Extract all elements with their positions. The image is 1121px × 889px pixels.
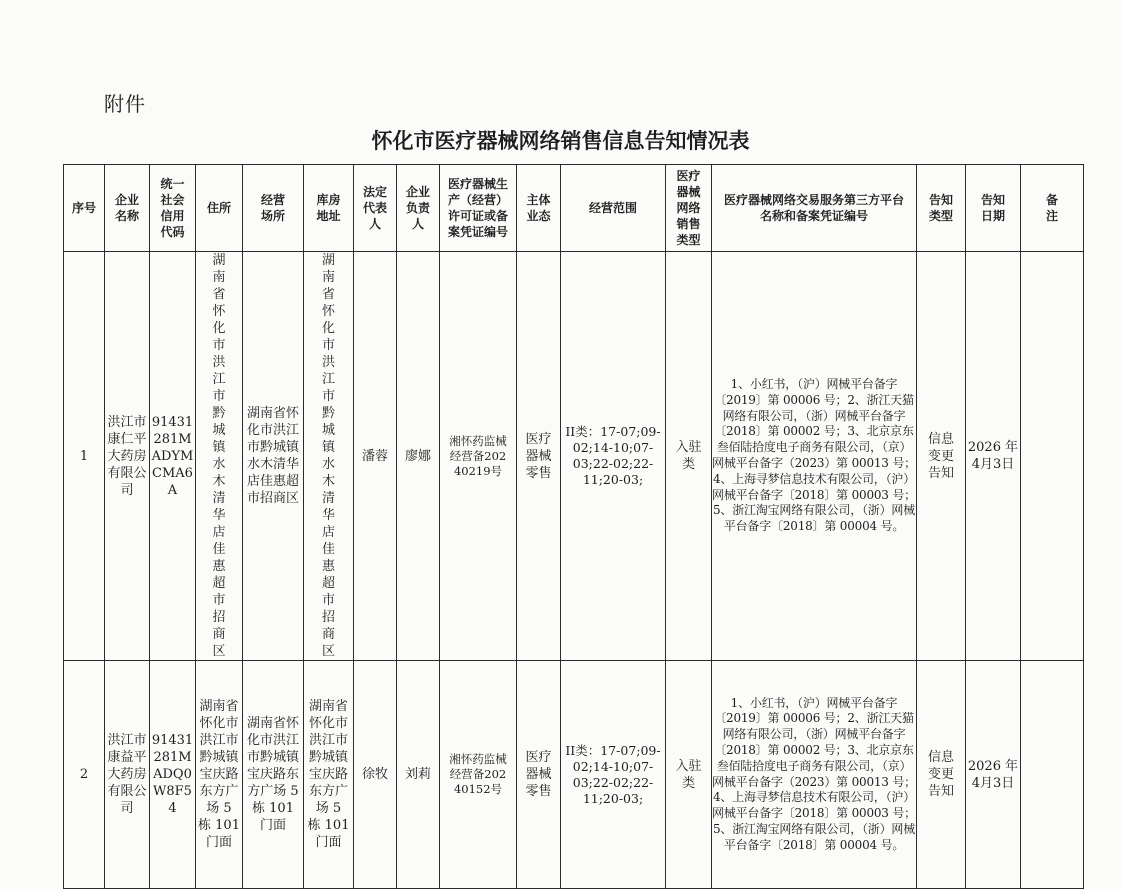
cell-notice-date: 2026 年4月3日 xyxy=(966,661,1021,889)
header-warehouse: 库房地址 xyxy=(304,165,354,252)
cell-credit-code: 91431281MADQ0W8F54 xyxy=(150,661,196,889)
cell-business-form: 医疗器械零售 xyxy=(517,661,561,889)
header-residence: 住所 xyxy=(196,165,243,252)
cell-principal: 廖娜 xyxy=(397,252,440,661)
header-license-no: 医疗器械生产（经营）许可证或备案凭证编号 xyxy=(440,165,517,252)
cell-license-no: 湘怀药监械经营备20240219号 xyxy=(440,252,517,661)
cell-company-name: 洪江市康仁平大药房有限公司 xyxy=(105,252,150,661)
cell-principal: 刘莉 xyxy=(397,661,440,889)
cell-business-premises: 湖南省怀化市洪江市黔城镇水木清华店佳惠超市招商区 xyxy=(243,252,304,661)
header-credit-code: 统一社会信用代码 xyxy=(150,165,196,252)
page-title: 怀化市医疗器械网络销售信息告知情况表 xyxy=(371,129,750,153)
header-notice-type: 告知类型 xyxy=(917,165,966,252)
header-legal-rep: 法定代表人 xyxy=(354,165,397,252)
cell-notice-type: 信息变更告知 xyxy=(917,661,966,889)
header-notice-date: 告知日期 xyxy=(966,165,1021,252)
header-company-name: 企业名称 xyxy=(105,165,150,252)
header-business-form: 主体业态 xyxy=(517,165,561,252)
cell-credit-code: 91431281MADYMCMA6A xyxy=(150,252,196,661)
cell-remarks xyxy=(1021,252,1084,661)
cell-license-no: 湘怀药监械经营备20240152号 xyxy=(440,661,517,889)
cell-warehouse: 湖南省怀化市洪江市黔城镇水木清华店佳惠超市招商区 xyxy=(304,252,354,661)
header-business-scope: 经营范围 xyxy=(561,165,666,252)
cell-remarks xyxy=(1021,661,1084,889)
header-principal: 企业负责人 xyxy=(397,165,440,252)
cell-legal-rep: 徐牧 xyxy=(354,661,397,889)
header-platform: 医疗器械网络交易服务第三方平台名称和备案凭证编号 xyxy=(712,165,917,252)
cell-company-name: 洪江市康益平大药房有限公司 xyxy=(105,661,150,889)
table-row xyxy=(64,252,1084,661)
cell-business-form: 医疗器械零售 xyxy=(517,252,561,661)
cell-business-scope: II类：17-07;09-02;14-10;07-03;22-02;22-11;20-03; xyxy=(561,252,666,661)
cell-platform: 1、小红书，（沪）网械平台备字〔2019〕第 00006 号；2、浙江天猫网络有限公司，（浙）网械平台备字〔2018〕第 00002 号；3、北京京东叁佰陆拾度电子商务有限公司，（京）网械平台备字（2023）第 00013 号；4、上海寻梦信息技术有限公司，（沪）网械平台备字〔2018〕第 00003 号；5、浙江淘宝网络有限公司，（浙）网械平台备字〔2018〕第 00004 号。 xyxy=(712,252,917,661)
table-row xyxy=(64,661,1084,889)
header-sales-type: 医疗器械网络销售类型 xyxy=(666,165,712,252)
cell-notice-type: 信息变更告知 xyxy=(917,252,966,661)
notice-table xyxy=(63,164,1084,889)
cell-sales-type: 入驻类 xyxy=(666,252,712,661)
cell-business-scope: II类：17-07;09-02;14-10;07-03;22-02;22-11;20-03; xyxy=(561,661,666,889)
cell-warehouse: 湖南省怀化市洪江市黔城镇宝庆路东方广场 5 栋 101 门面 xyxy=(304,661,354,889)
cell-residence: 湖南省怀化市洪江市黔城镇宝庆路东方广场 5 栋 101 门面 xyxy=(196,661,243,889)
cell-residence: 湖南省怀化市洪江市黔城镇水木清华店佳惠超市招商区 xyxy=(196,252,243,661)
header-seq: 序号 xyxy=(64,165,105,252)
cell-legal-rep: 潘蓉 xyxy=(354,252,397,661)
header-business-premises: 经营场所 xyxy=(243,165,304,252)
cell-seq: 1 xyxy=(64,252,105,661)
cell-platform: 1、小红书，（沪）网械平台备字〔2019〕第 00006 号；2、浙江天猫网络有限公司，（浙）网械平台备字〔2018〕第 00002 号；3、北京京东叁佰陆拾度电子商务有限公司，（京）网械平台备字（2023）第 00013 号；4、上海寻梦信息技术有限公司，（沪）网械平台备字〔2018〕第 00003 号；5、浙江淘宝网络有限公司，（浙）网械平台备字〔2018〕第 00004 号。 xyxy=(712,661,917,889)
cell-sales-type: 入驻类 xyxy=(666,661,712,889)
attachment-label: 附件 xyxy=(104,92,146,116)
cell-seq: 2 xyxy=(64,661,105,889)
cell-business-premises: 湖南省怀化市洪江市黔城镇宝庆路东方广场 5 栋 101 门面 xyxy=(243,661,304,889)
header-remarks: 备注 xyxy=(1021,165,1084,252)
table-header-row xyxy=(64,165,1084,252)
cell-notice-date: 2026 年4月3日 xyxy=(966,252,1021,661)
